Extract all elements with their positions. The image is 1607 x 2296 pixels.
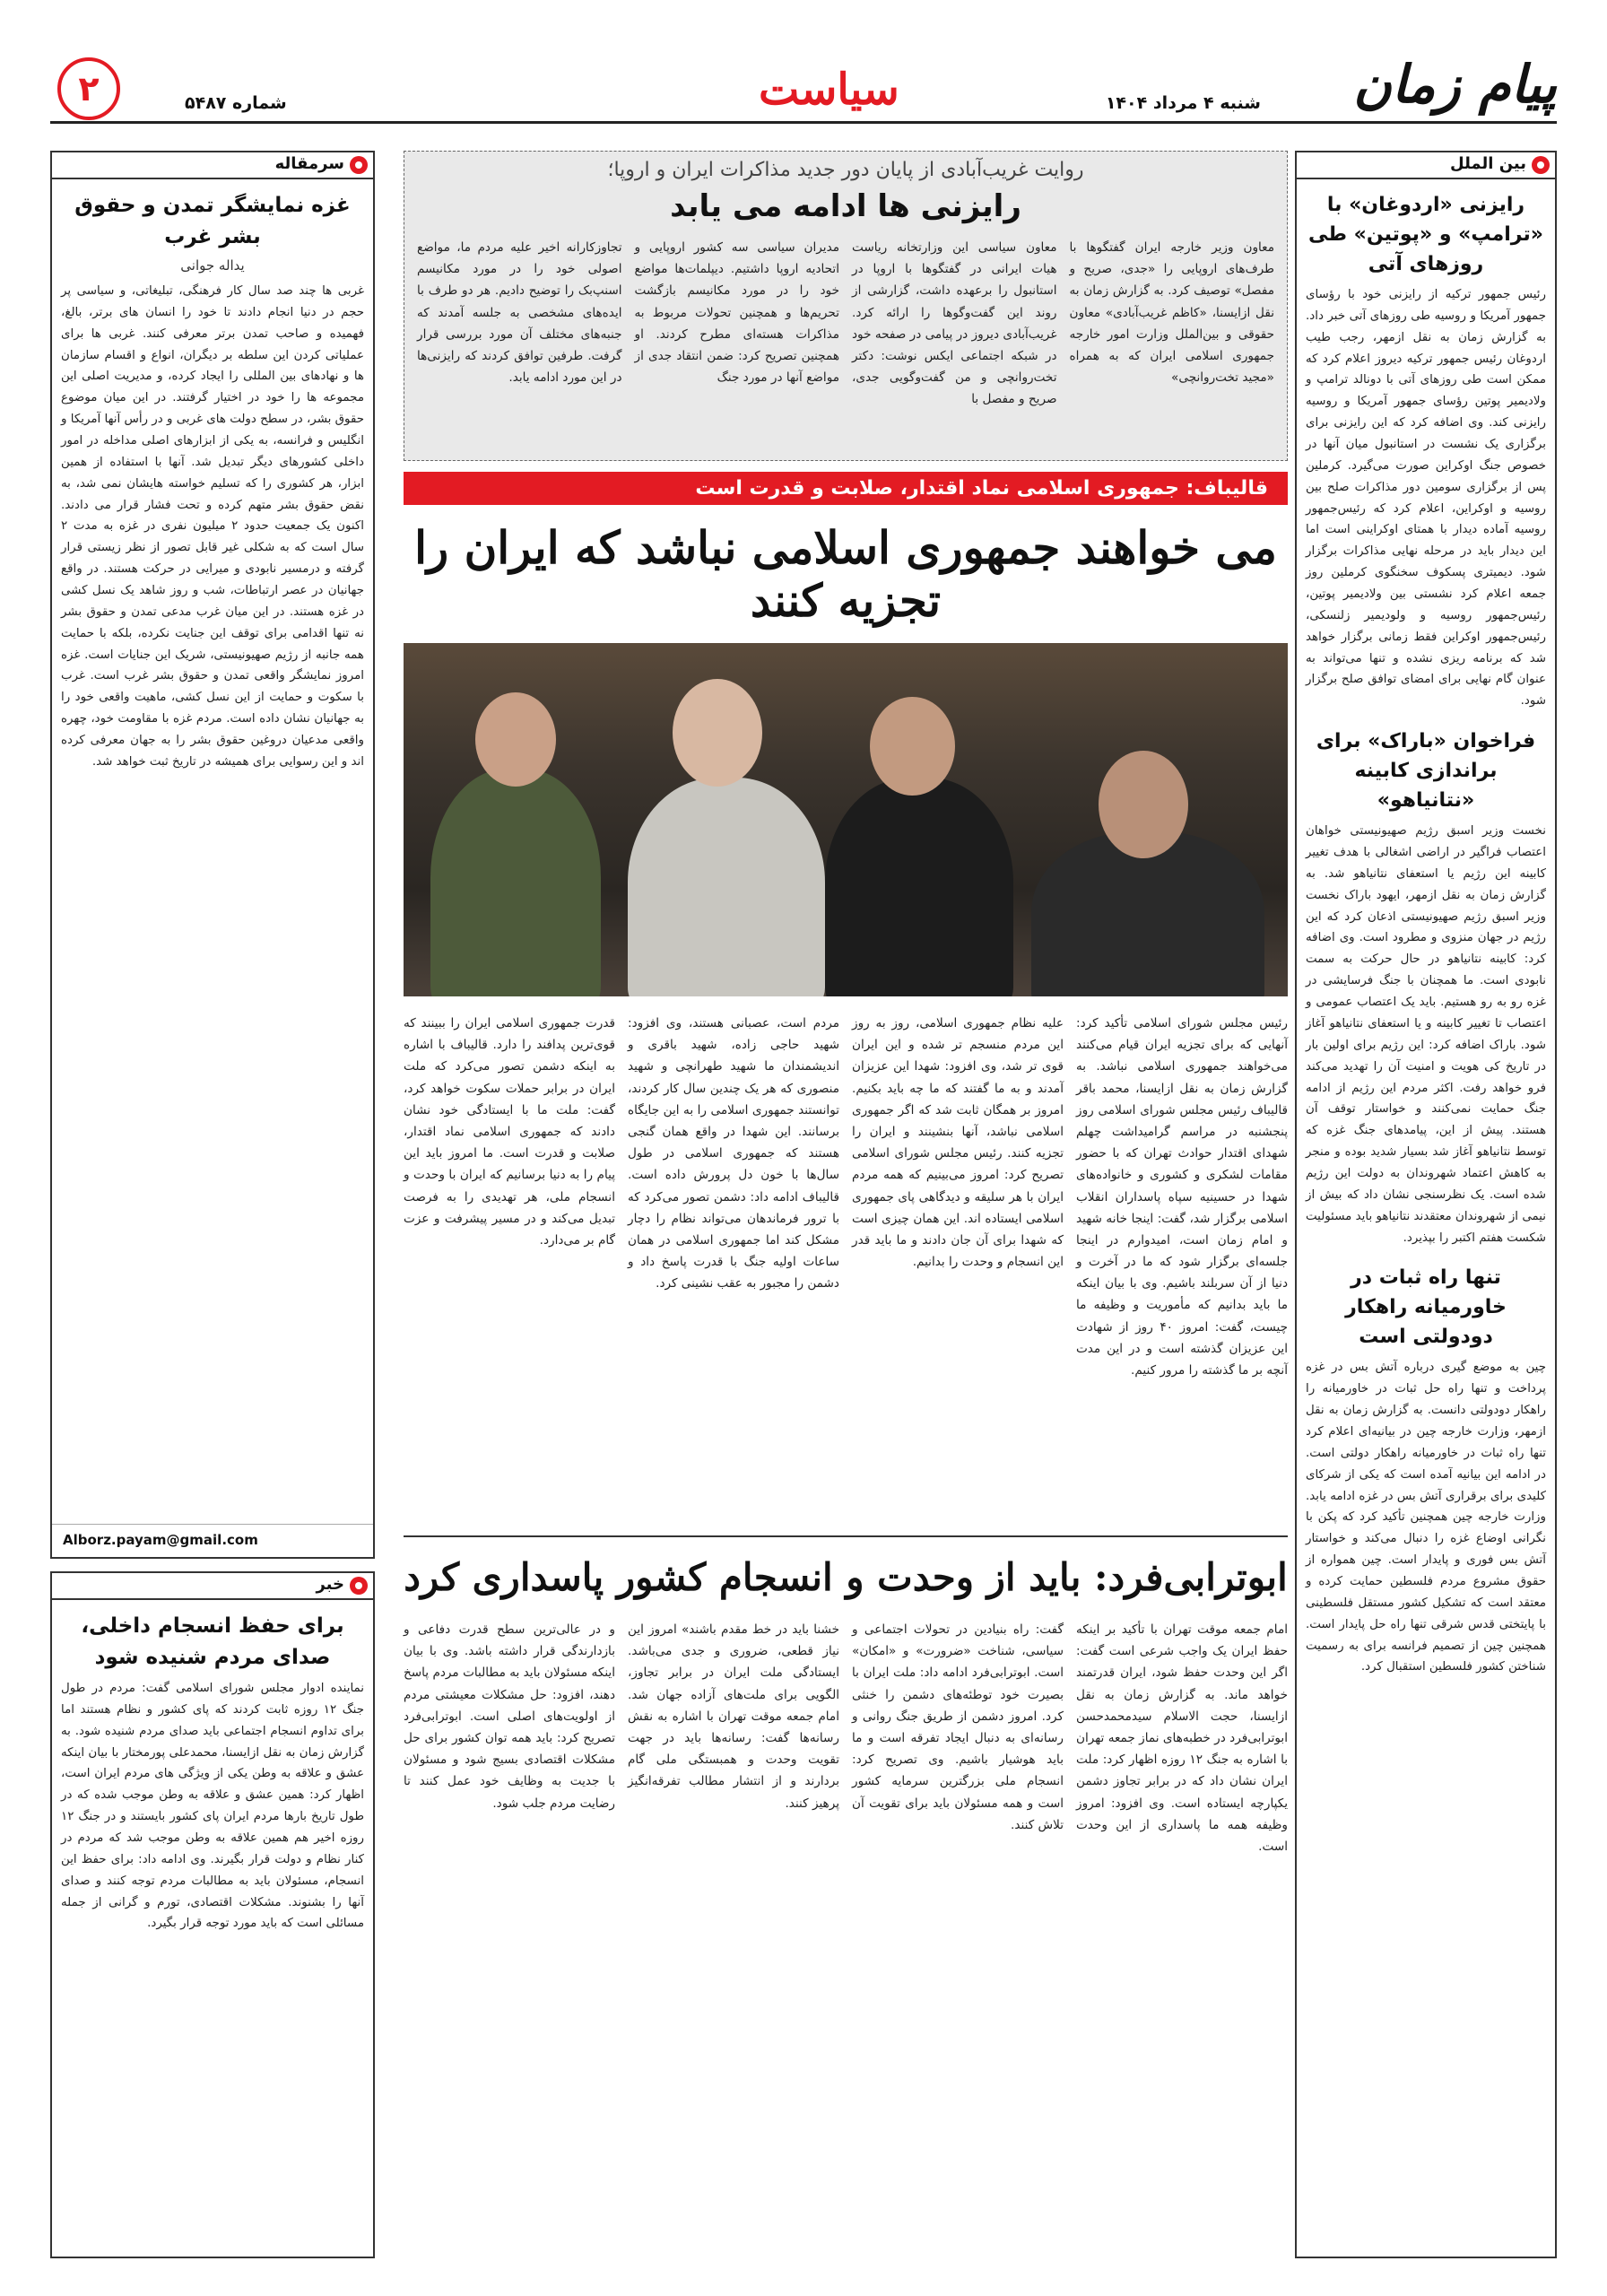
second-story-col: گفت: راه بنیادین در تحولات اجتماعی و سیاسی، شناخت «ضرورت» و «امکان» است. ابوترابی‌فرد ادامه داد: ملت ایران با بصیرت خود توطئه‌های دشمن را خنثی کرد. امروز دشمن از طریق جنگ روانی و رسانه‌ای به دنبال ایجاد تفرقه است و ما باید هوشیار باشیم. وی تصریح کرد: انسجام ملی بزرگترین سرمایه کشور است و همه مسئولان باید برای تقویت آن تلاش کنند. [852, 1622, 1064, 1832]
story-body: نخست وزیر اسبق رژیم صهیونیستی خواهان اعتصاب فراگیر در اراضی اشغالی با هدف تغییر کابینه این رژیم یا استعفای نتانیاهو شد. به گزارش زمان به نقل ازمهر، ایهود باراک نخست وزیر اسبق رژیم صهیونیستی اذعان کرد که این رژیم در جهان منزوی و مطرود است. وی اضافه کرد: کابینه نتانیاهو در حال حرکت به سمت نابودی است. ما همچنان با جنگ فرسایشی در غزه رو به رو هستیم. باید یک اعتصاب عمومی و اعتصاب تا تغییر کابینه و یا استعفای نتانیاهو آغاز شود. باراک اضافه کرد: این رژیم برای اولین بار در تاریخ کی هویت و امنیت آن را تهدید می‌کند فرو خواهد رفت. اکثر مردم این رژیم از ادامه جنگ حمایت نمی‌کنند و خواستار توقف آن هستند. پیش از این، پیامدهای جنگ غزه که توسط نتانیاهو آغاز شد بسیار شدید بوده و منجر به کاهش اعتماد شهروندان به دولت این رژیم شده است. یک نظرسنجی نشان داد که بیش از نیمی از شهروندان معتقدند نتانیاهو باید مسئولیت شکست هفتم اکتبر را بپذیرد. [1306, 824, 1546, 1245]
news-title: برای حفظ انسجام داخلی، صدای مردم شنیده شود [81, 1614, 344, 1669]
issue-number: شماره ۵۴۸۷ [185, 93, 287, 113]
second-story [404, 1535, 1288, 2258]
main-story-photo [404, 643, 1288, 996]
section-dot-icon [350, 156, 368, 174]
story-body: چین به موضع گیری درباره آتش بس در غزه پرداخت و تنها راه حل ثبات در خاورمیانه را راهکار دودولتی دانست. به گزارش زمان به نقل ازمهر، وزارت خارجه چین در بیانیه‌ای اعلام کرد تنها راه ثبات در خاورمیانه راهکار دولتی است. در ادامه این بیانیه آمده است که یکی از شرکای کلیدی برای برقراری آتش بس در غزه ادامه یابد. وزارت خارجه چین همچنین تأکید کرد که پکن با نگرانی اوضاع غزه را دنبال می‌کند و خواستار آتش بس فوری و پایدار است. چین همواره از حقوق مشروع مردم فلسطین حمایت کرده و معتقد است که تشکیل کشور مستقل فلسطینی با پایتختی قدس شرقی تنها راه حل پایدار است. همچنین چین از تصمیم فرانسه برای به رسمیت شناختن کشور فلسطین استقبال کرد. [1306, 1361, 1546, 1674]
second-story-col: و در عالی‌ترین سطح قدرت دفاعی و بازدارندگی قرار داشته باشد. وی با بیان اینکه مسئولان باید به مطالبات مردم پاسخ دهند، افزود: حل مشکلات معیشتی مردم از اولویت‌های اصلی است. ابوترابی‌فرد تصریح کرد: باید همه توان کشور برای حل مشکلات اقتصادی بسیج شود و مسئولان با جدیت به وظایف خود عمل کنند تا رضایت مردم جلب شود. [404, 1622, 615, 1811]
lead-col: تجاوزکارانه اخیر علیه مردم ما، مواضع اصولی خود را در مورد مکانیسم اسنپ‌بک را توضیح دادیم. هر دو طرف با ایده‌های مشخصی به جلسه آمدند که جنبه‌های مختلف آن مورد بررسی قرار گرفت. طرفین توافق کردند که رایزنی‌ها در این مورد ادامه یابد. [417, 240, 622, 386]
lead-col: مدیران سیاسی سه کشور اروپایی و اتحادیه اروپا داشتیم. دیپلمات‌ها مواضع خود را در مورد مکانیسم بازگشت تحریم‌ها و همچنین تحولات مربوط به مذاکرات هسته‌ای مطرح کردند. او همچنین تصریح کرد: ضمن انتقاد جدی از مواضع آنها در مورد جنگ [634, 240, 839, 386]
section-label: بین الملل [1297, 152, 1555, 179]
photo-figure-head [475, 692, 556, 787]
section-label: سرمقاله [52, 152, 373, 179]
editorial-column [50, 151, 375, 1559]
story-title: تنها راه ثبات در خاورمیانه راهکار دودولتی است [1345, 1266, 1507, 1349]
main-story-redbar: قالیباف: جمهوری اسلامی نماد اقتدار، صلابت و قدرت است [404, 472, 1288, 505]
story-title: فراخوان «باراک» برای براندازی کابینه «نتانیاهو» [1316, 730, 1536, 813]
main-story-col: قدرت جمهوری اسلامی ایران را ببینند که قوی‌ترین پدافند را دارد. قالیباف با اشاره به اینکه دشمن تصور می‌کرد که ملت ایران در برابر حملات سکوت خواهد کرد، گفت: ملت ما با ایستادگی خود نشان دادند که جمهوری اسلامی نماد اقتدار، صلابت و قدرت است. ما امروز باید این پیام را به دنیا برسانیم که ایران با وحدت و انسجام ملی، هر تهدیدی را به فرصت تبدیل می‌کند و در مسیر پیشرفت و عزت گام بر می‌دارد. [404, 1016, 615, 1248]
lead-col: معاون سیاسی این وزارتخانه ریاست هیات ایرانی در گفتگوها با اروپا در استانبول را برعهده داشت، گزارشی از روند این گفت‌وگوها را ارائه کرد. غریب‌آبادی دیروز در پیامی در صفحه خود در شبکه اجتماعی ایکس نوشت: دکتر تخت‌روانچی و من گفت‌وگویی جدی، صریح و مفصل با [852, 240, 1057, 407]
lead-story-box [404, 151, 1288, 461]
photo-figure [430, 769, 601, 996]
editorial-body: غربی ها چند صد سال کار فرهنگی، تبلیغاتی، و سیاسی پر حجم در دنیا انجام دادند تا خود را انسان های برتر، بالغ، فهمیده و صاحب تمدن برتر معرفی کنند. غربی ها برای عملیاتی کردن این سلطه بر دیگران، انواع و اقسام سازمان ها و نهادهای بین المللی را ایجاد کرده، و مدیریت اصلی این مجموعه ها را خود در اختیار گرفتند. در این میان موضوع حقوق بشر، در سطح دولت های غربی و در رأس آنها آمریکا و انگلیس و فرانسه، به یکی از ابزارهای اصلی مداخله در امور داخلی کشورهای دیگر تبدیل شد. آنها با استفاده از همین ابزار، هر کشوری را که تسلیم خواسته هایشان نمی شد، به نقض حقوق بشر متهم کرده و تحت فشار قرار می دادند. اکنون یک جمعیت حدود ۲ میلیون نفری در غزه به مدت ۲ سال است که به شکلی غیر قابل تصور از نظر زیستی قرار گرفته و درمسیر نابودی و میرایی در حرکت هستند. در واقع جهانیان در عصر ارتباطات، شب و روز شاهد یک نسل کشی در غزه هستند. در این میان غرب مدعی تمدن و حقوق بشر نه تنها اقدامی برای توقف این جنایت نکرده، بلکه با حمایت همه جانبه از رژیم صهیونیستی، شریک این جنایات است. غزه امروز نمایشگر واقعی تمدن و حقوق بشر غرب است. غرب با سکوت و حمایت از این نسل کشی، ماهیت واقعی خود را به جهانیان نشان داده است. مردم غزه با مقاومت خود، چهره واقعی مدعیان دروغین حقوق بشر را به جهان معرفی کرده اند و این رسوایی برای همیشه در تاریخ ثبت خواهد شد. [61, 284, 365, 769]
photo-figure-head [673, 679, 762, 787]
second-story-col: امام جمعه موقت تهران با تأکید بر اینکه حفظ ایران یک واجب شرعی است گفت: اگر این وحدت حفظ شود، ایران قدرتمند خواهد ماند. به گزارش زمان به نقل ازایسنا، حجت الاسلام سیدمحمدحسن ابوترابی‌فرد در خطبه‌های نماز جمعه تهران با اشاره به جنگ ۱۲ روزه اظهار کرد: ملت ایران نشان داد که در برابر تجاوز دشمن یکپارچه ایستاده است. وی افزود: امروز وظیفه همه ما پاسداری از این وحدت است. [1076, 1622, 1288, 1854]
photo-figure [628, 778, 825, 996]
section-dot-icon [350, 1577, 368, 1595]
page-number-badge: ۲ [57, 57, 120, 120]
main-story [404, 472, 1288, 1523]
main-story-title: می خواهند جمهوری اسلامی نباشد که ایران را تجزیه کنند [414, 521, 1277, 627]
lead-col: معاون وزیر خارجه ایران گفتگوها با طرف‌های اروپایی را «جدی، صریح و مفصل» توصیف کرد. به گزارش زمان به نقل ازایسنا، «کاظم غریب‌آبادی» معاون حقوقی و بین‌الملل وزارت امور خارجه جمهوری اسلامی ایران که به همراه «مجید تخت‌روانچی» [1069, 240, 1274, 386]
newspaper-logo: پیام زمان [1353, 54, 1557, 115]
second-story-col: خشنا باید در خط مقدم باشند» امروز این نیاز قطعی، ضروری و جدی می‌باشد. ایستادگی ملت ایران در برابر تجاوز، الگویی برای ملت‌های آزاده جهان شد. امام جمعه موقت تهران با اشاره به نقش رسانه‌ها گفت: رسانه‌ها باید در جهت تقویت وحدت و همبستگی ملی گام بردارند و از انتشار مطالب تفرقه‌انگیز پرهیز کنند. [628, 1622, 839, 1811]
story-body: رئیس جمهور ترکیه از رایزنی خود با رؤسای جمهور آمریکا و روسیه طی روزهای آتی خبر داد. به گزارش زمان به نقل ازمهر، رجب طیب اردوغان رئیس جمهور ترکیه دیروز اعلام کرد که ممکن است طی روزهای آتی با دونالد ترامپ و ولادیمیر پوتین رؤسای جمهور آمریکا و روسیه رایزنی کند. وی اضافه کرد که این رایزنی برای برگزاری یک نشست در استانبول میان آنها در خصوص جنگ اوکراین صورت می‌گیرد. کرملین پس از برگزاری سومین دور مذاکرات صلح بین روسیه و اوکراین، اعلام کرد که رئیس‌جمهور روسیه آماده دیدار با همتای اوکراینی است اما این دیدار باید در مرحله نهایی مذاکرات برگزار شود. دیمیتری پسکوف سخنگوی کرملین روز جمعه اعلام کرد نشستی بین ولادیمیر پوتین، رئیس‌جمهور روسیه و ولودیمیر زلنسکی، رئیس‌جمهور اوکراین فقط زمانی برگزار خواهد شد که برنامه ریزی نشده و تنها می‌تواند به عنوان گام نهایی برای امضای توافق صلح برگزار شود. [1306, 288, 1546, 709]
second-story-title: ابوترابی‌فرد: باید از وحدت و انسجام کشور پاسداری کرد [404, 1555, 1288, 1599]
photo-figure-head [1099, 751, 1188, 858]
lead-body [404, 224, 1287, 411]
international-column [1295, 151, 1557, 2258]
photo-figure-head [870, 697, 955, 796]
lead-kicker: روایت غریب‌آبادی از پایان دور جدید مذاکرات ایران و اروپا؛ [607, 159, 1084, 181]
news-column [50, 1571, 375, 2258]
editorial-author: یداله جوانی [180, 257, 245, 274]
contact-email[interactable]: Alborz.payam@gmail.com [52, 1524, 373, 1555]
dateline: شنبه ۴ مرداد ۱۴۰۴ [1105, 93, 1261, 113]
section-title: سیاست [759, 65, 899, 115]
masthead [50, 52, 1557, 124]
news-body: نماینده ادوار مجلس شورای اسلامی گفت: مردم در طول جنگ ۱۲ روزه ثابت کردند که پای کشور و نظام هستند اما برای تداوم انسجام اجتماعی باید صدای مردم شنیده شود. به گزارش زمان به نقل ازایسنا، محمدعلی پورمختار با بیان اینکه عشق و علاقه به وطن یکی از ویژگی های مردم ایران است، اظهار کرد: همین عشق و علاقه به وطن موجب شده که در طول تاریخ بارها مردم ایران پای کشور بایستند و در جنگ ۱۲ روزه اخیر هم همین علاقه به وطن موجب شد که مردم در کنار نظام و دولت قرار بگیرند. وی ادامه داد: برای حفظ این انسجام، مسئولان باید به مطالبات مردم توجه کنند و صدای آنها را بشنوند. مشکلات اقتصادی، تورم و گرانی از جمله مسائلی است که باید مورد توجه قرار بگیرد. [61, 1682, 364, 1931]
main-story-col: رئیس مجلس شورای اسلامی تأکید کرد: آنهایی که برای تجزیه ایران قیام می‌کنند می‌خواهند جمهوری اسلامی نباشد. به گزارش زمان به نقل ازایسنا، محمد باقر قالیباف رئیس مجلس شورای اسلامی روز پنجشنبه در مراسم گرامیداشت چهلم شهدای اقتدار حوادث تهران که با حضور مقامات لشکری و کشوری و خانواده‌های شهدا در حسینیه سپاه پاسداران انقلاب اسلامی برگزار شد، گفت: اینجا خانه شهید و امام زمان است، امیدوارم در اینجا جلسه‌ای برگزار شود که ما در آخرت و دنیا از آن سربلند باشیم. وی با بیان اینکه ما باید بدانیم که مأموریت و وظیفه ما چیست، گفت: امروز ۴۰ روز از شهادت این عزیزان گذشته است و در این مدت آنچه بر ما گذشته را مرور کنیم. [1076, 1016, 1288, 1378]
main-story-col: مردم است، عصبانی هستند، وی افزود: شهید حاجی زاده، شهید باقری و اندیشمندان ما شهید طهرانچی و شهید منصوری که هر یک چندین سال کار کردند، توانستند جمهوری اسلامی را به این جایگاه برسانند. این شهدا در واقع همان گنجی هستند که جمهوری اسلامی در طول سال‌ها با خون دل پرورش داده است. قالیباف ادامه داد: دشمن تصور می‌کرد که با ترور فرماندهان می‌تواند نظام را دچار مشکل کند اما جمهوری اسلامی در همان ساعات اولیه جنگ با قدرت پاسخ داد و دشمن را مجبور به عقب نشینی کرد. [628, 1016, 839, 1292]
main-story-col: علیه نظام جمهوری اسلامی، روز به روز این مردم منسجم تر شده و این ایران قوی تر شد، وی افزود: شهدا این عزیزان آمدند و به ما گفتند که ما چه باید بکنیم. امروز بر همگان ثابت شد که اگر جمهوری اسلامی نباشد، آنها بنشینند و ایران را تجزیه کنند. رئیس مجلس شورای اسلامی تصریح کرد: امروز می‌بینیم که همه مردم ایران با هر سلیقه و دیدگاهی پای جمهوری اسلامی ایستاده اند. این همان چیزی است که شهدا برای آن جان دادند و ما باید قدر این انسجام و وحدت را بدانیم. [852, 1016, 1064, 1270]
main-story-body [404, 1013, 1288, 1381]
story-title: رایزنی «اردوغان» با «ترامپ» و «پوتین» طی روزهای آتی [1308, 194, 1543, 275]
section-dot-icon [1532, 156, 1550, 174]
photo-figure [825, 778, 1013, 996]
second-story-body [404, 1619, 1288, 1857]
lead-title: رایزنی ها ادامه می یابد [670, 188, 1021, 224]
section-label: خبر [52, 1573, 373, 1600]
editorial-title: غزه نمایشگر تمدن و حقوق بشر غرب [74, 194, 351, 248]
